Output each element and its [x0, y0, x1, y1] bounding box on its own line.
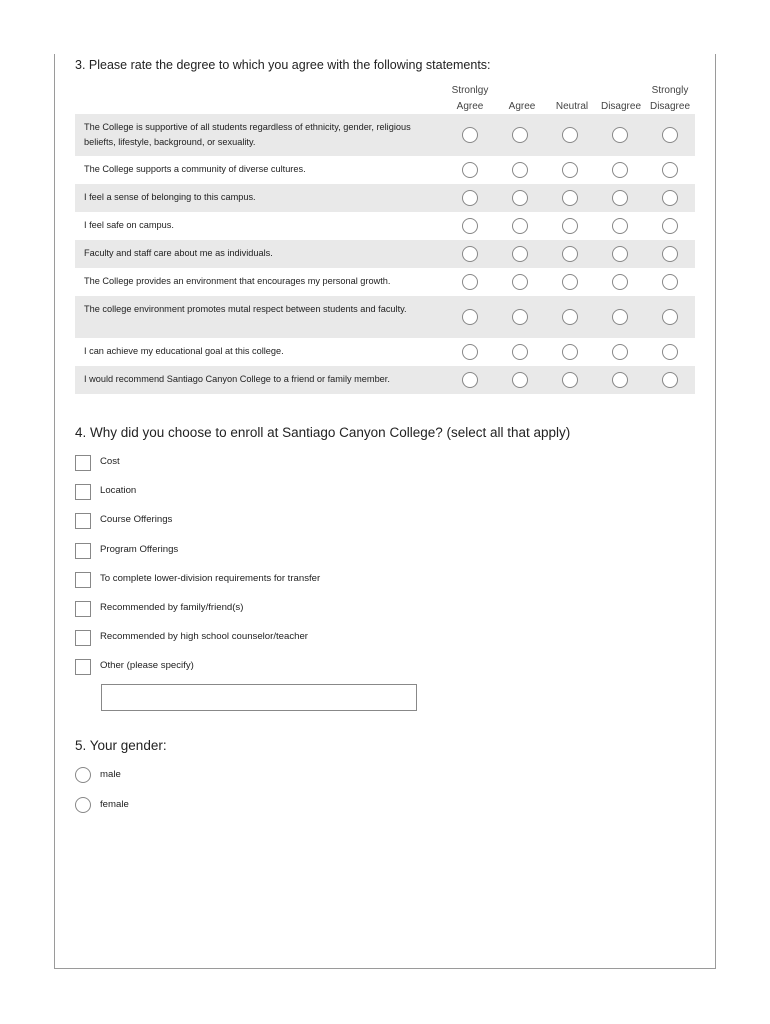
- radio-neutral[interactable]: [562, 246, 578, 262]
- statement-text: Faculty and staff care about me as individuals.: [84, 248, 273, 258]
- question-5-title: 5. Your gender:: [75, 738, 167, 753]
- radio-disagree[interactable]: [612, 127, 628, 143]
- statement-text: I can achieve my educational goal at this college.: [84, 346, 284, 356]
- checkbox[interactable]: [75, 630, 91, 646]
- radio-strongly-agree[interactable]: [462, 218, 478, 234]
- radio-disagree[interactable]: [612, 162, 628, 178]
- radio-agree[interactable]: [512, 190, 528, 206]
- radio-strongly-disagree[interactable]: [662, 246, 678, 262]
- statement-text: The College provides an environment that encourages my personal growth.: [84, 276, 391, 286]
- radio-agree[interactable]: [512, 274, 528, 290]
- radio-female[interactable]: [75, 797, 91, 813]
- radio-strongly-disagree[interactable]: [662, 372, 678, 388]
- checkbox[interactable]: [75, 572, 91, 588]
- matrix-row: [75, 212, 695, 240]
- radio-strongly-disagree[interactable]: [662, 274, 678, 290]
- survey-page: [54, 54, 716, 969]
- checkbox[interactable]: [75, 455, 91, 471]
- rating-matrix: [75, 114, 695, 394]
- radio-strongly-agree[interactable]: [462, 190, 478, 206]
- radio-disagree[interactable]: [612, 274, 628, 290]
- radio-agree[interactable]: [512, 162, 528, 178]
- radio-agree[interactable]: [512, 372, 528, 388]
- matrix-row: [75, 114, 695, 156]
- radio-agree[interactable]: [512, 218, 528, 234]
- col-header-disagree: Disagree: [600, 101, 642, 112]
- matrix-row: [75, 268, 695, 296]
- other-specify-input[interactable]: [101, 684, 417, 711]
- radio-strongly-agree[interactable]: [462, 162, 478, 178]
- radio-strongly-agree[interactable]: [462, 274, 478, 290]
- statement-text: The college environment promotes mutal respect between students and faculty.: [84, 304, 407, 314]
- radio-strongly-agree[interactable]: [462, 127, 478, 143]
- radio-strongly-disagree[interactable]: [662, 127, 678, 143]
- radio-neutral[interactable]: [562, 162, 578, 178]
- matrix-row: [75, 156, 695, 184]
- radio-neutral[interactable]: [562, 344, 578, 360]
- radio-neutral[interactable]: [562, 309, 578, 325]
- checkbox-label: Program Offerings: [100, 543, 179, 555]
- radio-neutral[interactable]: [562, 372, 578, 388]
- radio-strongly-agree[interactable]: [462, 372, 478, 388]
- matrix-row: [75, 338, 695, 366]
- checkbox-label: Cost: [100, 456, 120, 467]
- radio-agree[interactable]: [512, 309, 528, 325]
- matrix-row: [75, 240, 695, 268]
- radio-disagree[interactable]: [612, 190, 628, 206]
- radio-agree[interactable]: [512, 344, 528, 360]
- checkbox[interactable]: [75, 513, 91, 529]
- radio-label: female: [100, 798, 129, 810]
- radio-neutral[interactable]: [562, 274, 578, 290]
- radio-strongly-agree[interactable]: [462, 246, 478, 262]
- col-header-strongly-agree: Stronlgy Agree: [451, 85, 489, 112]
- checkbox-label: Other (please specify): [100, 660, 194, 672]
- statement-text: The College is supportive of all students regardless of ethnicity, gender, religious beliefts, lifestyle, background, or sexuality.: [84, 122, 411, 147]
- matrix-row: [75, 296, 695, 338]
- radio-strongly-disagree[interactable]: [662, 190, 678, 206]
- matrix-row: [75, 184, 695, 212]
- radio-neutral[interactable]: [562, 190, 578, 206]
- col-header-agree: Agree: [508, 101, 536, 112]
- statement-text: The College supports a community of diverse cultures.: [84, 164, 306, 174]
- question-4-title: 4. Why did you choose to enroll at Santiago Canyon College? (select all that apply): [75, 425, 571, 440]
- statement-text: I feel safe on campus.: [84, 220, 174, 230]
- checkbox[interactable]: [75, 543, 91, 559]
- matrix-row: [75, 366, 695, 394]
- checkbox-label: Recommended by high school counselor/teacher: [100, 631, 308, 643]
- col-header-neutral: Neutral: [555, 101, 589, 112]
- radio-strongly-disagree[interactable]: [662, 218, 678, 234]
- checkbox-label: Course Offerings: [100, 514, 173, 526]
- checkbox[interactable]: [75, 659, 91, 675]
- question-3-title: 3. Please rate the degree to which you agree with the following statements:: [75, 58, 491, 72]
- radio-strongly-disagree[interactable]: [662, 162, 678, 178]
- statement-text: I would recommend Santiago Canyon College to a friend or family member.: [84, 374, 390, 384]
- checkbox-label: To complete lower-division requirements for transfer: [100, 572, 321, 584]
- statement-text: I feel a sense of belonging to this campus.: [84, 192, 256, 202]
- checkbox[interactable]: [75, 601, 91, 617]
- radio-disagree[interactable]: [612, 372, 628, 388]
- radio-agree[interactable]: [512, 127, 528, 143]
- col-header-strongly-disagree: Strongly Disagree: [649, 85, 691, 112]
- checkbox-label: Location: [100, 485, 137, 497]
- radio-strongly-agree[interactable]: [462, 344, 478, 360]
- radio-disagree[interactable]: [612, 309, 628, 325]
- radio-neutral[interactable]: [562, 127, 578, 143]
- radio-disagree[interactable]: [612, 246, 628, 262]
- radio-label: male: [100, 769, 121, 780]
- radio-disagree[interactable]: [612, 344, 628, 360]
- radio-disagree[interactable]: [612, 218, 628, 234]
- radio-strongly-disagree[interactable]: [662, 344, 678, 360]
- checkbox-label: Recommended by family/friend(s): [100, 601, 244, 613]
- radio-strongly-disagree[interactable]: [662, 309, 678, 325]
- checkbox[interactable]: [75, 484, 91, 500]
- radio-neutral[interactable]: [562, 218, 578, 234]
- radio-agree[interactable]: [512, 246, 528, 262]
- radio-strongly-agree[interactable]: [462, 309, 478, 325]
- radio-male[interactable]: [75, 767, 91, 783]
